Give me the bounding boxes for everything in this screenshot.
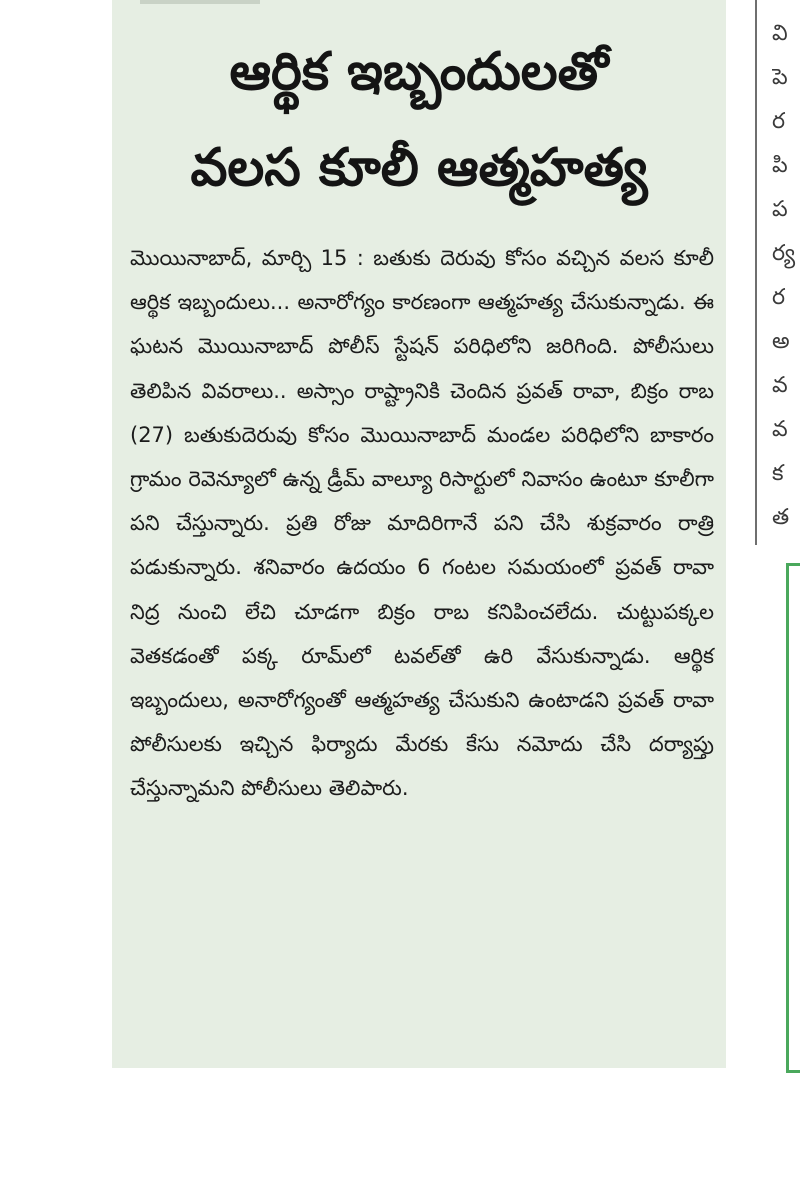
column-divider — [755, 0, 757, 545]
adjacent-fragment: క — [772, 461, 784, 486]
headline-line-1: ఆర్థిక ఇబ్బందులతో — [229, 42, 609, 102]
adjacent-fragment: ప — [772, 197, 788, 222]
adjacent-fragment: పె — [772, 65, 788, 90]
headline-line-2: వలస కూలీ ఆత్మహత్య — [190, 138, 648, 198]
adjacent-fragment: వ — [772, 373, 788, 398]
adjacent-fragment: వి — [772, 21, 788, 46]
adjacent-fragment: త — [772, 505, 790, 530]
adjacent-fragment: పి — [772, 153, 788, 178]
adjacent-fragment: అ — [772, 329, 790, 354]
adjacent-fragment: ర — [772, 285, 786, 310]
adjacent-boxed-article — [786, 563, 800, 1073]
page-margin — [0, 0, 112, 1179]
cropped-text-fragment — [140, 0, 260, 4]
adjacent-fragment: ర్య — [772, 241, 796, 266]
article-body: మొయినాబాద్‌, మార్చి 15 : బతుకు దెరువు కోసం వచ్చిన వలస కూలీ ఆర్థిక ఇబ్బందులు... అనారోగ్యం కారణంగా ఆత్మహత్య చేసుకున్నాడు. ఈ ఘటన మొయినాబాద్‌ పోలీస్‌ స్టేషన్‌ పరిధిలోని జరిగింది. పోలీసులు తెలిపిన వివరాలు.. అస్సాం రాష్ట్రానికి చెందిన ప్రవత్‌ రావా, బిక్రం రాబ (27) బతుకుదెరువు కోసం మొయినాబాద్‌ మండల పరిధిలోని బాకారం గ్రామం రెవెన్యూలో ఉన్న డ్రీమ్‌ వాల్యూ రిసార్టులో నివాసం ఉంటూ కూలీగా పని చేస్తున్నారు. ప్రతి రోజు మాదిరిగానే పని చేసి శుక్రవారం రాత్రి పడుకున్నారు. శనివారం ఉదయం 6 గంటల సమయంలో ప్రవత్‌ రావా నిద్ర నుంచి లేచి చూడగా బిక్రం రాబ కనిపించలేదు. చుట్టుపక్కల వెతకడంతో పక్క రూమ్‌లో టవల్‌తో ఉరి వేసుకున్నాడు. ఆర్థిక ఇబ్బందులు, అనారోగ్యంతో ఆత్మహత్య చేసుకుని ఉంటాడని ప్రవత్‌ రావా పోలీసులకు ఇచ్చిన ఫిర్యాదు మేరకు కేసు నమోదు చేసి దర్యాప్తు చేస్తున్నామని పోలీసులు తెలిపారు. — [130, 246, 714, 801]
adjacent-fragment: వ — [772, 417, 788, 442]
adjacent-column-text — [772, 12, 800, 542]
adjacent-fragment: ర — [772, 109, 786, 134]
